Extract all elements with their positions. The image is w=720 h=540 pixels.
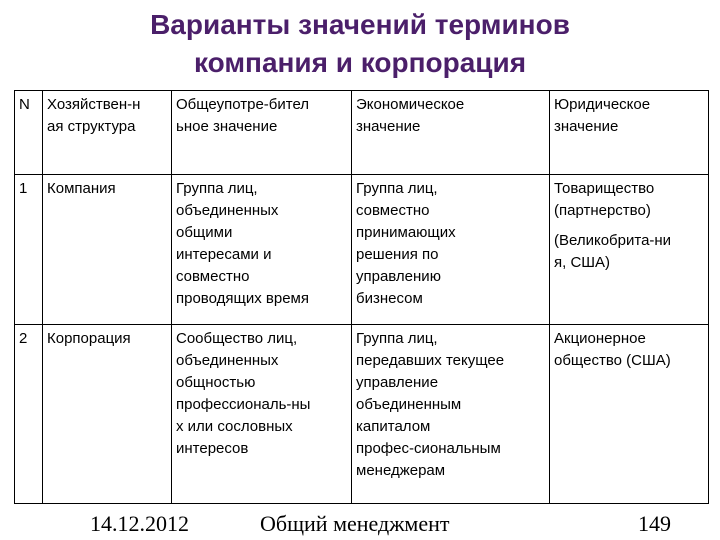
structure-cell <box>43 175 172 325</box>
cell-line: принимающих <box>356 224 456 241</box>
title-line-2: компания и корпорация <box>193 47 527 78</box>
cell-line: объединенным <box>356 396 462 413</box>
legal-cell <box>550 175 709 325</box>
row-number <box>15 175 43 325</box>
cell-line: значение <box>554 118 619 135</box>
cell-line: капиталом <box>356 418 431 435</box>
cell-line: совместно <box>356 202 430 219</box>
cell-line: объединенных <box>176 352 279 369</box>
cell-line: Хозяйствен-н <box>47 96 141 113</box>
structure-cell <box>43 325 172 504</box>
footer-date: 14.12.2012 <box>90 511 189 536</box>
table-row <box>15 325 709 504</box>
cell-line: Юридическое <box>554 96 651 113</box>
footer-subject: Общий менеджмент <box>260 511 450 536</box>
title-line-1: Варианты значений терминов <box>150 9 570 40</box>
cell-line: общностью <box>176 374 256 391</box>
table-header-row <box>15 91 709 175</box>
common-cell <box>172 325 352 504</box>
cell-line: совместно <box>176 268 250 285</box>
cell-line: ая структура <box>47 118 136 135</box>
economic-cell <box>352 175 550 325</box>
cell-line: интересов <box>176 440 249 457</box>
cell-line: Общеупотре-бител <box>176 96 310 113</box>
header-n <box>15 91 43 175</box>
cell-line: Группа лиц, <box>356 180 438 197</box>
structure-text: Компания <box>47 180 116 197</box>
cell-line: х или сословных <box>176 418 293 435</box>
header-n-text: N <box>19 96 30 113</box>
economic-cell <box>352 325 550 504</box>
row-number <box>15 325 43 504</box>
cell-line: Группа лиц, <box>356 330 438 347</box>
cell-line: Товарищество <box>554 180 655 197</box>
cell-line: Группа лиц, <box>176 180 258 197</box>
cell-line: менеджерам <box>356 462 446 479</box>
header-structure <box>43 91 172 175</box>
cell-line: интересами и <box>176 246 272 263</box>
cell-line: (Великобрита-ни <box>554 232 672 249</box>
table-row <box>15 175 709 325</box>
cell-line: я, США) <box>554 254 611 271</box>
terms-table <box>14 90 709 504</box>
header-legal <box>550 91 709 175</box>
cell-line: Акционерное <box>554 330 646 347</box>
row-number-text: 1 <box>19 180 28 197</box>
cell-line: общими <box>176 224 233 241</box>
cell-line: значение <box>356 118 421 135</box>
header-common <box>172 91 352 175</box>
row-number-text: 2 <box>19 330 28 347</box>
legal-cell <box>550 325 709 504</box>
cell-line: объединенных <box>176 202 279 219</box>
slide-title <box>0 6 720 82</box>
cell-line: общество (США) <box>554 352 671 369</box>
cell-line: (партнерство) <box>554 202 651 219</box>
cell-line: передавших текущее <box>356 352 505 369</box>
cell-line: управлению <box>356 268 441 285</box>
cell-line: решения по <box>356 246 439 263</box>
cell-line: Экономическое <box>356 96 465 113</box>
cell-line: ьное значение <box>176 118 278 135</box>
cell-line: бизнесом <box>356 290 423 307</box>
cell-line: профессиональ-ны <box>176 396 311 413</box>
footer-page-number: 149 <box>638 511 671 536</box>
cell-line: профес-сиональным <box>356 440 501 457</box>
structure-text: Корпорация <box>47 330 131 347</box>
cell-line: управление <box>356 374 439 391</box>
common-cell <box>172 175 352 325</box>
header-economic <box>352 91 550 175</box>
cell-line: проводящих время <box>176 290 309 307</box>
cell-line: Сообщество лиц, <box>176 330 298 347</box>
